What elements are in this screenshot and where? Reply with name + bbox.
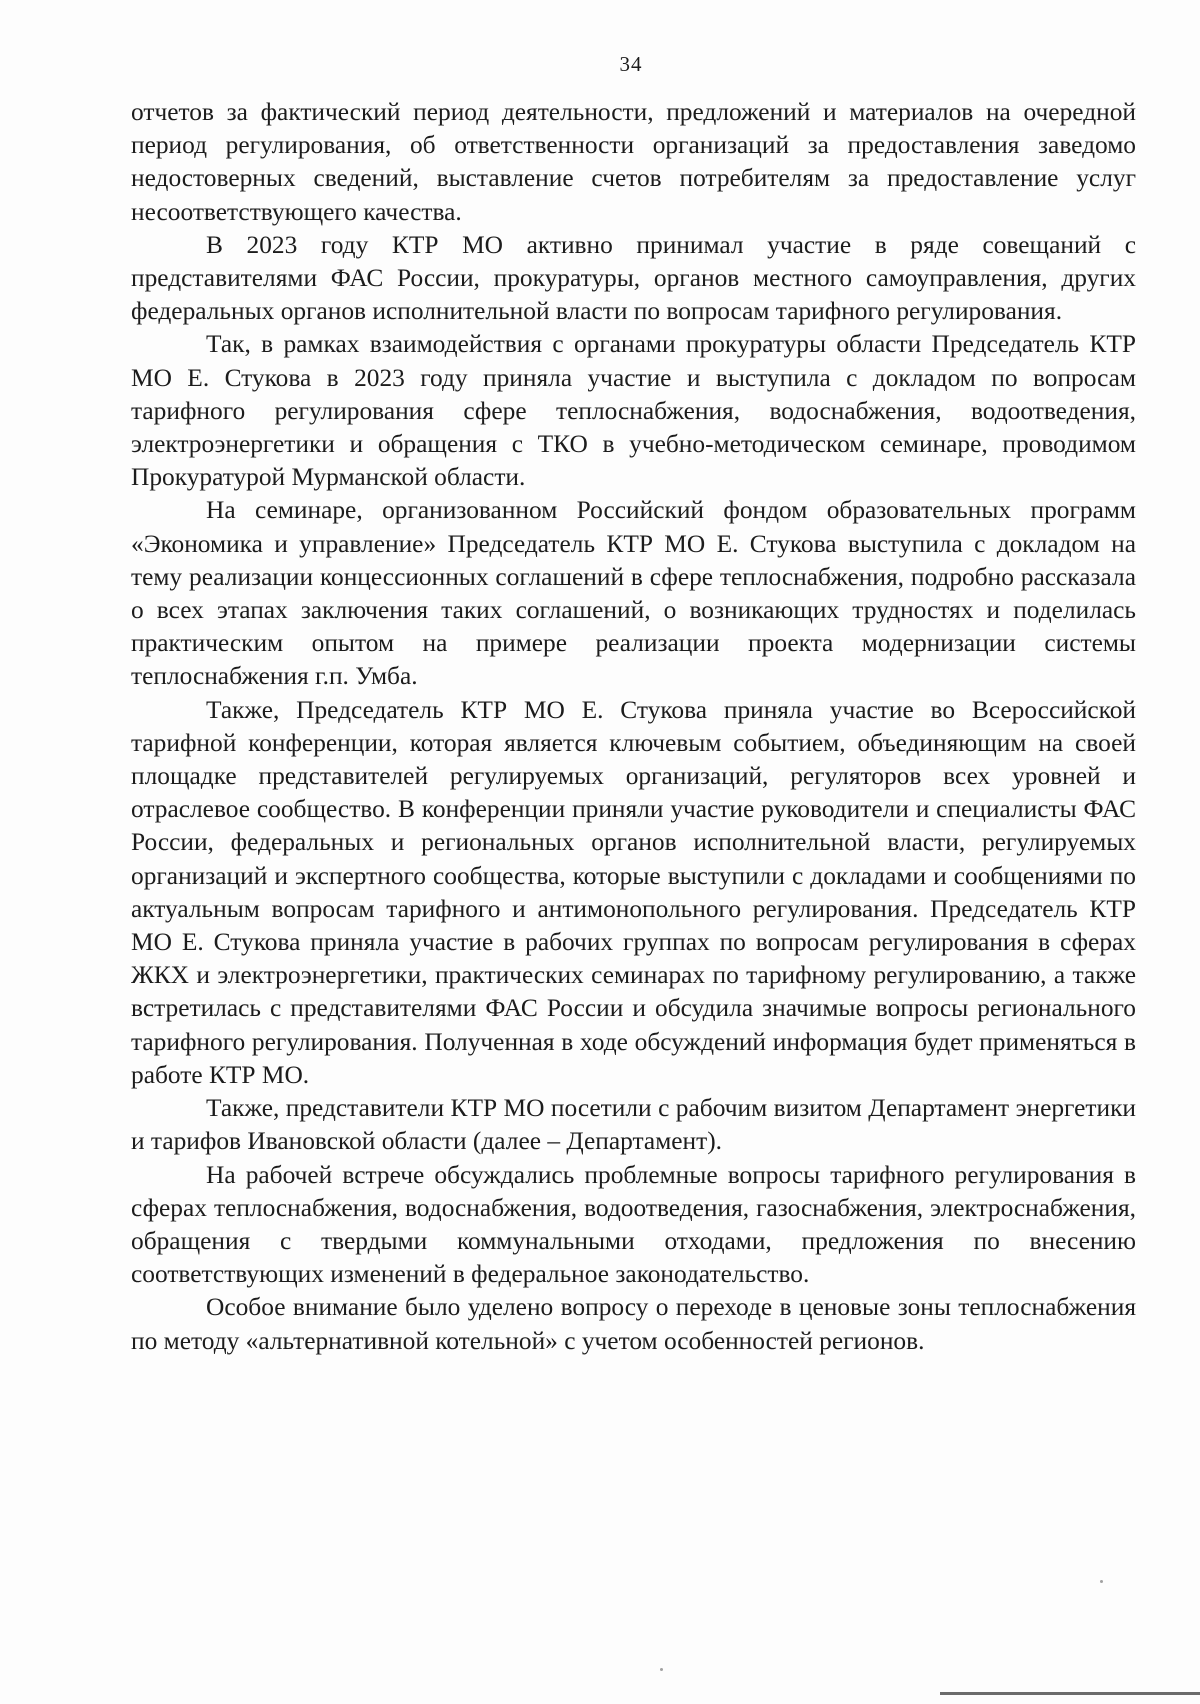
paragraph-concession-seminar: На семинаре, организованном Российский фондом образовательных программ «Экономика и управление» Председатель КТР МО Е. Стукова выступила с докладом на тему реализации концессионных соглашений в сфере теплоснабжения, подробно рассказала о всех этапах заключения таких соглашений, о возникающих трудностях и поделилась практическим опытом на примере реализации проекта модернизации системы теплоснабжения г.п. Умба. (131, 496, 1136, 691)
paragraph-working-meeting: На рабочей встрече обсуждались проблемные вопросы тарифного регулирования в сферах теплоснабжения, водоснабжения, водоотведения, газоснабжения, электроснабжения, обращения с твердыми коммунальными отходами, предложения по внесению соответствующих изменений в федеральное законодательство. (131, 1160, 1136, 1289)
paragraph-prosecutor-seminar: Так, в рамках взаимодействия с органами прокуратуры области Председатель КТР МО Е. Стукова в 2023 году приняла участие и выступила с докладом по вопросам тарифного регулирования сфере теплоснабжения, водоснабжения, водоотведения, электроэнергетики и обращения с ТКО в учебно-методическом семинаре, проводимом Прокуратурой Мурманской области. (131, 330, 1136, 492)
page-number: 34 (619, 52, 643, 76)
scan-speck (660, 1668, 663, 1671)
scan-edge-line (940, 1692, 1200, 1695)
paragraph-meetings-2023: В 2023 году КТР МО активно принимал участие в ряде совещаний с представителями ФАС России, прокуратуры, органов местного самоуправления, других федеральных органов исполнительной власти по вопросам тарифного регулирования. (131, 230, 1136, 326)
paragraph-continuation: отчетов за фактический период деятельности, предложений и материалов на очередной период регулирования, об ответственности организаций за предоставления заведомо недостоверных сведений, выставление счетов потребителям за предоставление услуг несоответствующего качества. (131, 98, 1136, 226)
paragraph-alternative-boiler: Особое внимание было уделено вопросу о переходе в ценовые зоны теплоснабжения по методу «альтернативной котельной» с учетом особенностей регионов. (131, 1293, 1136, 1355)
document-body (131, 96, 1136, 1358)
paragraph-tariff-conference: Также, Председатель КТР МО Е. Стукова приняла участие во Всероссийской тарифной конференции, которая является ключевым событием, объединяющим на своей площадке представителей регулируемых организаций, регуляторов всех уровней и отраслевое сообщество. В конференции приняли участие руководители и специалисты ФАС России, федеральных и региональных органов исполнительной власти, регулируемых организаций и экспертного сообщества, которые выступили с докладами и сообщениями по актуальным вопросам тарифного и антимонопольного регулирования. Председатель КТР МО Е. Стукова приняла участие в рабочих группах по вопросам регулирования в сферах ЖКХ и электроэнергетики, практических семинарах по тарифному регулированию, а также встретилась с представителями ФАС России и обсудила значимые вопросы регионального тарифного регулирования. Полученная в ходе обсуждений информация будет применяться в работе КТР МО. (131, 695, 1136, 1089)
paragraph-ivanovo-visit: Также, представители КТР МО посетили с рабочим визитом Департамент энергетики и тарифов Ивановской области (далее – Департамент). (131, 1094, 1136, 1156)
scan-speck (1100, 1580, 1103, 1583)
